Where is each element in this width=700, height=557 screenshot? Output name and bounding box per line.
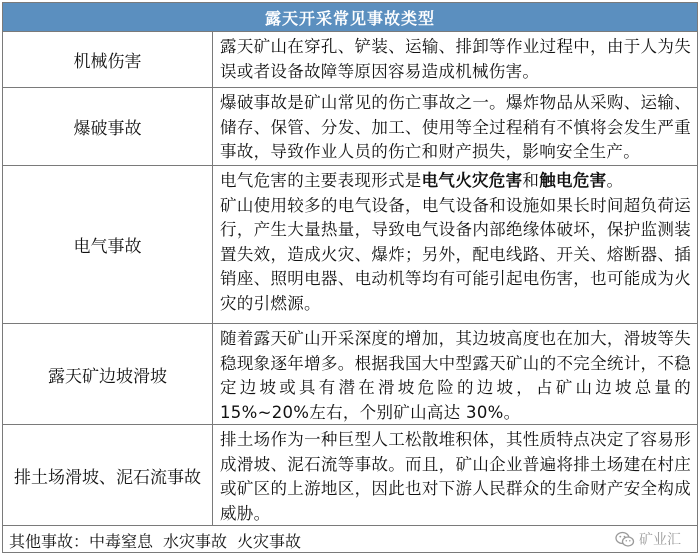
- category-cell: 电气事故: [3, 166, 213, 323]
- table-title: 露天开采常见事故类型: [3, 3, 697, 32]
- other-accidents-footer: [3, 526, 697, 555]
- description-cell: [213, 425, 697, 525]
- description-text: 露天矿山在穿孔、铲装、运输、排卸等作业过程中，由于人为失误或者设备故障等原因容易造成机械伤害。: [220, 37, 691, 81]
- description-text: 爆破事故是矿山常见的伤亡事故之一。爆炸物品从采购、运输、储存、保管、分发、加工、使用等全过程稍有不慎将会发生严重事故，导致作业人员的伤亡和财产损失，影响安全生产。: [220, 93, 691, 161]
- intro-bold-fire: 电气火灾危害: [421, 171, 523, 190]
- table-row-blasting: [3, 88, 697, 166]
- description-cell: [213, 166, 697, 323]
- description-cell: [213, 88, 697, 165]
- description-cell: [213, 32, 697, 87]
- description-text: 矿山使用较多的电气设备，电气设备和设施如果长时间超负荷运行，产生大量热量，导致电气设备内部绝缘体破坏，保护监测装置失效，造成火灾、爆炸；另外，配电线路、开关、熔断器、插销座、照明电器、电动机等均有可能引起电伤害，也可能成为火灾的引燃源。: [220, 195, 691, 313]
- intro-bold-shock: 触电危害: [539, 171, 607, 190]
- footer-label: 其他事故：: [9, 532, 90, 551]
- category-cell: 排土场滑坡、泥石流事故: [3, 425, 213, 525]
- description-cell: [213, 324, 697, 424]
- footer-item: 水灾事故: [163, 532, 228, 551]
- watermark: [615, 529, 681, 549]
- intro-prefix: 电气危害的主要表现形式是: [220, 171, 422, 190]
- intro-mid: 和: [522, 171, 540, 190]
- accident-types-table: [2, 2, 698, 553]
- description-text: 随着露天矿山开采深度的增加，其边坡高度也在加大，滑坡等失稳现象逐年增多。根据我国大中型露天矿山的不完全统计，不稳定边坡或具有潜在滑坡危险的边坡，占矿山边坡总量的15%~20%左右，个别矿山高达 30%。: [220, 329, 691, 422]
- category-cell: 机械伤害: [3, 32, 213, 87]
- table-row-dump-landslide: [3, 425, 697, 526]
- table-row-slope-landslide: [3, 324, 697, 425]
- footer-item: 火灾事故: [237, 532, 302, 551]
- category-cell: 爆破事故: [3, 88, 213, 165]
- intro-suffix: 。: [606, 171, 624, 190]
- table-row-electrical: [3, 166, 697, 324]
- category-cell: 露天矿边坡滑坡: [3, 324, 213, 424]
- footer-item: 中毒窒息: [89, 532, 154, 551]
- table-row-mechanical: [3, 32, 697, 88]
- description-intro: [220, 169, 691, 194]
- description-text: 排土场作为一种巨型人工松散堆积体，其性质特点决定了容易形成滑坡、泥石流等事故。而且，矿山企业普遍将排土场建在村庄或矿区的上游地区，因此也对下游人民群众的生命财产安全构成威胁。: [220, 430, 691, 523]
- wechat-icon: [615, 531, 635, 548]
- watermark-text: 矿业汇: [639, 532, 681, 548]
